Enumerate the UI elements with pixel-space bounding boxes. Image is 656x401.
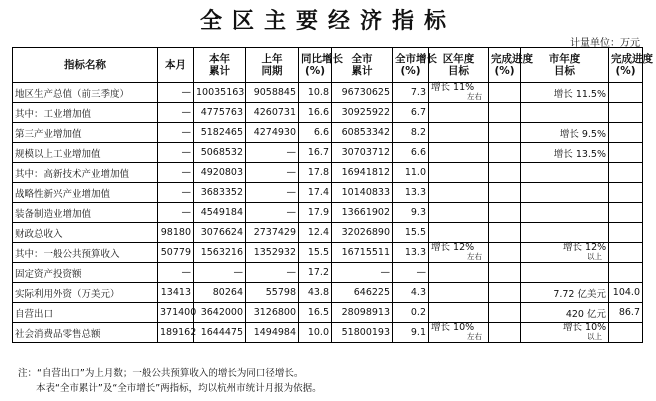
table-row [13, 243, 643, 263]
ytd-cell: 80264 [194, 283, 246, 303]
district-target-cell [429, 263, 489, 283]
footnotes [18, 366, 322, 396]
district-target-cell [429, 123, 489, 143]
city-target-cell: 增长 9.5% [521, 123, 609, 143]
header-month: 本月 [158, 48, 194, 83]
indicator-name-cell: 战略性新兴产业增加值 [13, 183, 158, 203]
last-year-cell: 4274930 [246, 123, 299, 143]
city-growth-cell: 9.1 [393, 323, 429, 343]
city-progress-cell [609, 263, 643, 283]
district-progress-cell [489, 303, 521, 323]
yoy-cell: 17.2 [299, 263, 332, 283]
ytd-cell: 5068532 [194, 143, 246, 163]
month-cell: — [158, 123, 194, 143]
city-target-cell: 420 亿元 [521, 303, 609, 323]
city-progress-cell [609, 83, 643, 103]
yoy-cell: 6.6 [299, 123, 332, 143]
yoy-cell: 12.4 [299, 223, 332, 243]
city-growth-cell: 15.5 [393, 223, 429, 243]
ytd-cell: 4920803 [194, 163, 246, 183]
city-target-cell: 7.72 亿美元 [521, 283, 609, 303]
ytd-cell: — [194, 263, 246, 283]
last-year-cell: 1494984 [246, 323, 299, 343]
ytd-cell: 5182465 [194, 123, 246, 143]
table-row [13, 203, 643, 223]
city-total-cell: 30703712 [332, 143, 393, 163]
district-progress-cell [489, 223, 521, 243]
indicator-name-cell: 其中：一般公共预算收入 [13, 243, 158, 263]
ytd-cell: 1644475 [194, 323, 246, 343]
city-growth-cell: 13.3 [393, 243, 429, 263]
yoy-cell: 15.5 [299, 243, 332, 263]
header-district-progress: 完成进度 (%) [489, 48, 521, 83]
city-growth-cell: 6.6 [393, 143, 429, 163]
city-progress-cell [609, 143, 643, 163]
yoy-cell: 17.4 [299, 183, 332, 203]
last-year-cell: — [246, 263, 299, 283]
city-total-cell: 60853342 [332, 123, 393, 143]
yoy-cell: 16.6 [299, 103, 332, 123]
city-growth-cell: 6.7 [393, 103, 429, 123]
table-row [13, 283, 643, 303]
district-progress-cell [489, 243, 521, 263]
district-target-cell [429, 163, 489, 183]
city-growth-cell: 0.2 [393, 303, 429, 323]
city-target-cell [521, 203, 609, 223]
city-target-cell [521, 223, 609, 243]
indicator-table [12, 47, 653, 343]
last-year-cell: 1352932 [246, 243, 299, 263]
city-target-cell: 增长 11.5% [521, 83, 609, 103]
district-progress-cell [489, 203, 521, 223]
city-progress-cell [609, 223, 643, 243]
ytd-cell: 10035163 [194, 83, 246, 103]
city-total-cell: — [332, 263, 393, 283]
city-progress-cell [609, 243, 643, 263]
last-year-cell: — [246, 183, 299, 203]
month-cell: — [158, 163, 194, 183]
month-cell: — [158, 103, 194, 123]
header-city-growth: 全市增长 (%) [393, 48, 429, 83]
city-target-cell: 增长 12% 以上 [521, 243, 609, 263]
ytd-cell: 4549184 [194, 203, 246, 223]
month-cell: 371400 [158, 303, 194, 323]
city-progress-cell [609, 183, 643, 203]
district-target-cell: 增长 12% 左右 [429, 243, 489, 263]
city-growth-cell: 13.3 [393, 183, 429, 203]
city-growth-cell: 4.3 [393, 283, 429, 303]
ytd-cell: 3642000 [194, 303, 246, 323]
month-cell: — [158, 263, 194, 283]
last-year-cell: 55798 [246, 283, 299, 303]
district-target-cell [429, 103, 489, 123]
city-total-cell: 30925922 [332, 103, 393, 123]
last-year-cell: 2737429 [246, 223, 299, 243]
city-progress-cell [609, 163, 643, 183]
indicator-name-cell: 其中：工业增加值 [13, 103, 158, 123]
district-target-cell: 增长 11% 左右 [429, 83, 489, 103]
yoy-cell: 17.9 [299, 203, 332, 223]
indicator-name-cell: 装备制造业增加值 [13, 203, 158, 223]
last-year-cell: — [246, 163, 299, 183]
ytd-cell: 1563216 [194, 243, 246, 263]
indicator-name-cell: 其中：高新技术产业增加值 [13, 163, 158, 183]
ytd-cell: 3076624 [194, 223, 246, 243]
indicator-name-cell: 规模以上工业增加值 [13, 143, 158, 163]
header-last-year: 上年 同期 [246, 48, 299, 83]
table-row [13, 163, 643, 183]
report-title: 全区主要经济指标 [199, 8, 456, 34]
footnote-2: 本表“全市累计”及“全市增长”两指标，均以杭州市统计月报为依据。 [36, 383, 322, 394]
indicator-name-cell: 固定资产投资额 [13, 263, 158, 283]
city-target-cell [521, 163, 609, 183]
city-total-cell: 51800193 [332, 323, 393, 343]
city-target-cell [521, 263, 609, 283]
last-year-cell: — [246, 143, 299, 163]
city-target-cell [521, 103, 609, 123]
yoy-cell: 16.5 [299, 303, 332, 323]
month-cell: 98180 [158, 223, 194, 243]
table-row [13, 183, 643, 203]
city-growth-cell: — [393, 263, 429, 283]
ytd-cell: 3683352 [194, 183, 246, 203]
month-cell: 13413 [158, 283, 194, 303]
header-city-target: 市年度 目标 [521, 48, 609, 83]
yoy-cell: 16.7 [299, 143, 332, 163]
city-progress-cell: 86.7 [609, 303, 643, 323]
yoy-cell: 43.8 [299, 283, 332, 303]
last-year-cell: 3126800 [246, 303, 299, 323]
indicator-name-cell: 财政总收入 [13, 223, 158, 243]
indicator-name-cell: 实际利用外资（万美元） [13, 283, 158, 303]
month-cell: 189162 [158, 323, 194, 343]
city-growth-cell: 8.2 [393, 123, 429, 143]
header-yoy: 同比增长 (%) [299, 48, 332, 83]
city-total-cell: 10140833 [332, 183, 393, 203]
table-header-row [13, 48, 643, 83]
month-cell: — [158, 143, 194, 163]
city-total-cell: 32026890 [332, 223, 393, 243]
district-progress-cell [489, 123, 521, 143]
district-target-cell: 增长 10% 左右 [429, 323, 489, 343]
city-progress-cell [609, 103, 643, 123]
table-row [13, 123, 643, 143]
district-progress-cell [489, 183, 521, 203]
district-progress-cell [489, 83, 521, 103]
district-progress-cell [489, 163, 521, 183]
footnote-1: 注：“自营出口”为上月数；一般公共预算收入的增长为同口径增长。 [18, 368, 304, 379]
district-progress-cell [489, 323, 521, 343]
city-progress-cell [609, 323, 643, 343]
header-indicator: 指标名称 [13, 48, 158, 83]
table-row [13, 143, 643, 163]
city-total-cell: 13661902 [332, 203, 393, 223]
indicator-name-cell: 地区生产总值（前三季度） [13, 83, 158, 103]
city-target-cell: 增长 13.5% [521, 143, 609, 163]
district-progress-cell [489, 143, 521, 163]
district-progress-cell [489, 283, 521, 303]
district-target-cell [429, 303, 489, 323]
yoy-cell: 17.8 [299, 163, 332, 183]
header-city-total: 全市 累计 [332, 48, 393, 83]
city-target-cell: 增长 10% 以上 [521, 323, 609, 343]
city-total-cell: 16941812 [332, 163, 393, 183]
month-cell: — [158, 203, 194, 223]
city-progress-cell [609, 123, 643, 143]
yoy-cell: 10.0 [299, 323, 332, 343]
header-city-progress: 完成进度 (%) [609, 48, 643, 83]
indicator-name-cell: 自营出口 [13, 303, 158, 323]
district-progress-cell [489, 103, 521, 123]
month-cell: 50779 [158, 243, 194, 263]
district-target-cell [429, 203, 489, 223]
district-target-cell [429, 223, 489, 243]
last-year-cell: 4260731 [246, 103, 299, 123]
table-row [13, 303, 643, 323]
city-total-cell: 96730625 [332, 83, 393, 103]
header-ytd: 本年 累计 [194, 48, 246, 83]
city-total-cell: 28098913 [332, 303, 393, 323]
district-target-cell [429, 283, 489, 303]
district-target-cell [429, 183, 489, 203]
city-target-cell [521, 183, 609, 203]
table-row [13, 103, 643, 123]
city-growth-cell: 11.0 [393, 163, 429, 183]
indicator-name-cell: 社会消费品零售总额 [13, 323, 158, 343]
district-target-cell [429, 143, 489, 163]
unit-label: 计量单位：万元 [570, 38, 640, 49]
city-progress-cell: 104.0 [609, 283, 643, 303]
yoy-cell: 10.8 [299, 83, 332, 103]
table-row [13, 263, 643, 283]
table-row [13, 223, 643, 243]
city-total-cell: 646225 [332, 283, 393, 303]
city-growth-cell: 7.3 [393, 83, 429, 103]
district-progress-cell [489, 263, 521, 283]
last-year-cell: 9058845 [246, 83, 299, 103]
ytd-cell: 4775763 [194, 103, 246, 123]
city-total-cell: 16715511 [332, 243, 393, 263]
city-growth-cell: 9.3 [393, 203, 429, 223]
header-district-target: 区年度 目标 [429, 48, 489, 83]
indicator-name-cell: 第三产业增加值 [13, 123, 158, 143]
city-progress-cell [609, 203, 643, 223]
last-year-cell: — [246, 203, 299, 223]
table-row [13, 323, 643, 343]
month-cell: — [158, 183, 194, 203]
month-cell: — [158, 83, 194, 103]
table-row [13, 83, 643, 103]
